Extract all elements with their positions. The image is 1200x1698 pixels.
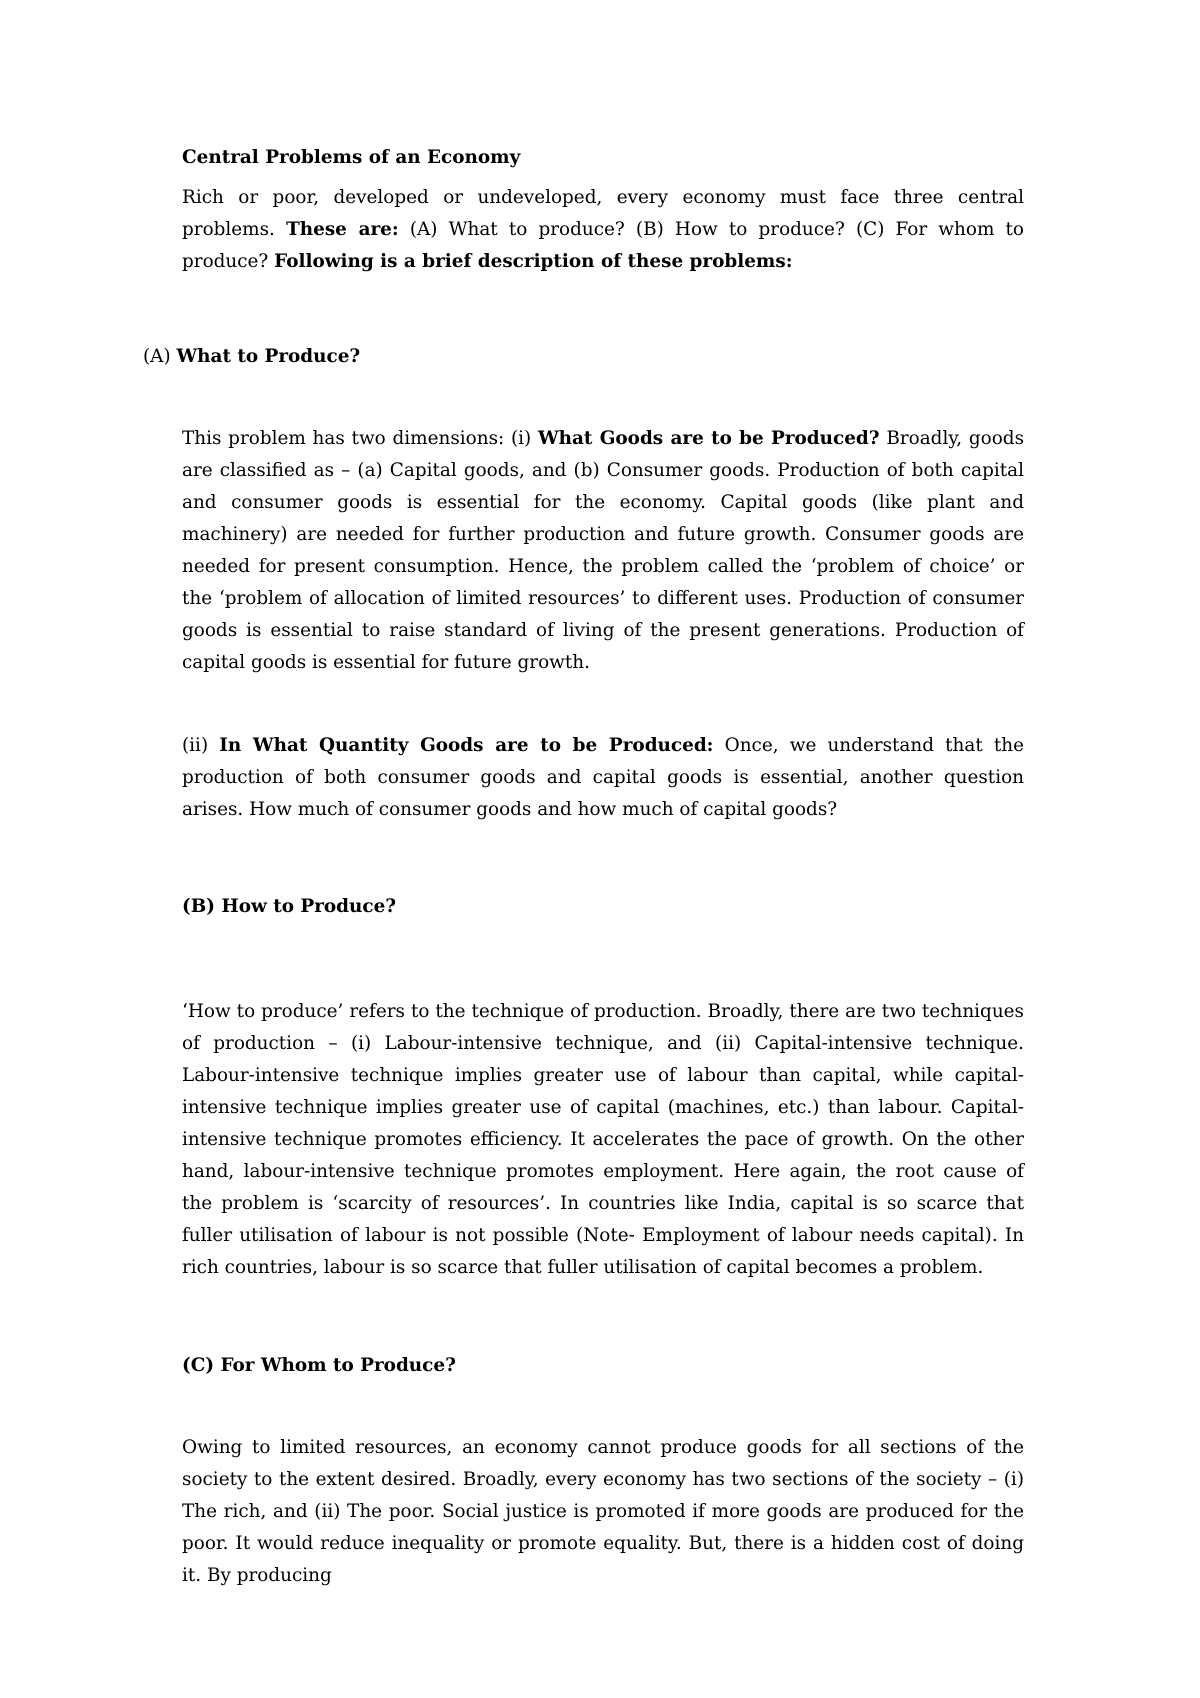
section-a-p2-lead: (ii)	[182, 735, 220, 756]
section-a-heading	[143, 341, 985, 373]
section-a-p2-bold: In What Quantity Goods are to be Produced:	[219, 735, 714, 756]
section-a-prefix: (A)	[143, 346, 171, 367]
intro-paragraph	[182, 182, 1024, 278]
section-b-paragraph: ‘How to produce’ refers to the technique of production. Broadly, there are two techniques of production – (i) Labour-intensive technique, and (ii) Capital-intensive technique. Labour-intensive technique implies greater use of labour than capital, while capital-intensive technique implies greater use of capital (machines, etc.) than labour. Capital-intensive technique promotes efficiency. It accelerates the pace of growth. On the other hand, labour-intensive technique promotes employment. Here again, the root cause of the problem is ‘scarcity of resources’. In countries like India, capital is so scarce that fuller utilisation of labour is not possible (Note- Employment of labour needs capital). In rich countries, labour is so scarce that fuller utilisation of capital becomes a problem.	[182, 1001, 1024, 1278]
intro-bold-2: Following is a brief description of these problems:	[274, 251, 793, 272]
section-a-paragraph-1	[182, 423, 1024, 679]
section-a-title: What to Produce?	[176, 346, 361, 367]
section-a-p2-rest: Once, we understand that the production of both consumer goods and capital goods is essential, another question arises. How much of consumer goods and how much of capital goods?	[182, 735, 1024, 820]
document-title: Central Problems of an Economy	[182, 147, 521, 168]
intro-text-2: (A) What to produce? (B) How to produce? (C) For whom to produce?	[182, 219, 1024, 272]
section-a-paragraph-2	[182, 730, 1024, 826]
intro-bold-1: These are:	[286, 219, 399, 240]
section-c-paragraph: Owing to limited resources, an economy cannot produce goods for all sections of the society to the extent desired. Broadly, every economy has two sections of the society – (i) The rich, and (ii) The poor. Social justice is promoted if more goods are produced for the poor. It would reduce inequality or promote equality. But, there is a hidden cost of doing it. By producing	[182, 1437, 1024, 1586]
section-b-heading: (B) How to Produce?	[182, 896, 397, 917]
section-a-p1-rest: Broadly, goods are classified as – (a) Capital goods, and (b) Consumer goods. Production of both capital and consumer goods is essential for the economy. Capital goods (like plant and machinery) are needed for further production and future growth. Consumer goods are needed for present consumption. Hence, the problem called the ‘problem of choice’ or the ‘problem of allocation of limited resources’ to different uses. Production of consumer goods is essential to raise standard of living of the present generations. Production of capital goods is essential for future growth.	[182, 428, 1025, 673]
section-a-p1-bold: What Goods are to be Produced?	[537, 428, 880, 449]
section-c-heading: (C) For Whom to Produce?	[182, 1355, 456, 1376]
intro-text-1: Rich or poor, developed or undeveloped, every economy must face three central problems.	[182, 187, 1024, 240]
section-a-p1-lead: This problem has two dimensions: (i)	[182, 428, 538, 449]
